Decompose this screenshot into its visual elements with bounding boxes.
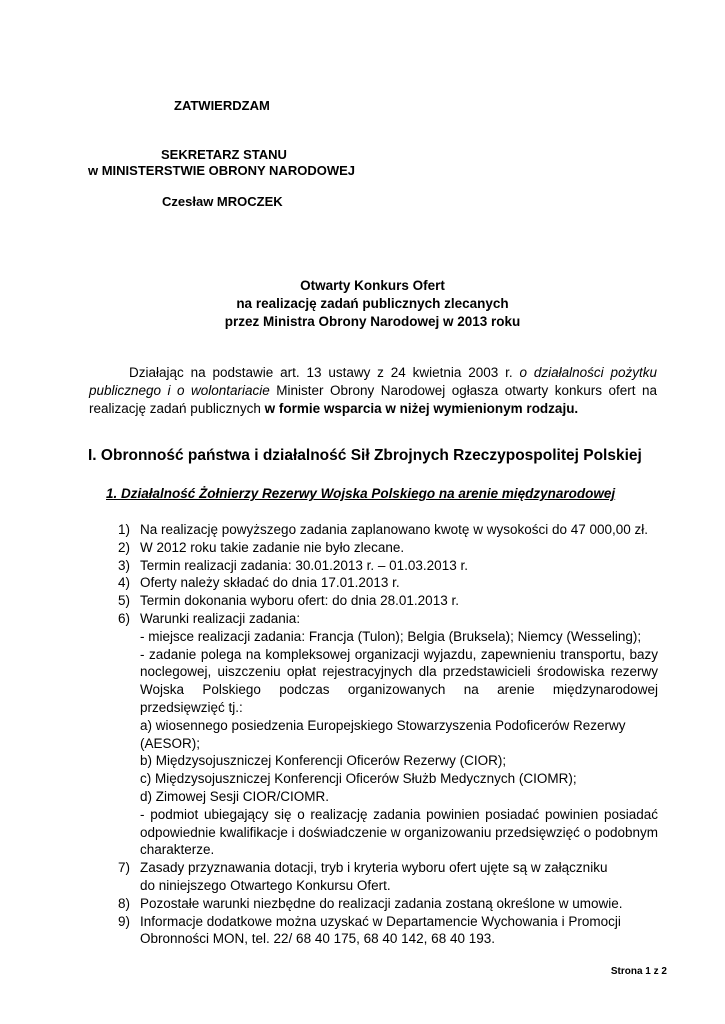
list-item: [118, 539, 658, 557]
list-item: [118, 859, 658, 895]
page-number: Strona 1 z 2: [610, 966, 667, 977]
approval-heading: ZATWIERDZAM: [174, 98, 270, 113]
list-item-number: 4): [118, 575, 131, 591]
list-item-number: 5): [118, 593, 131, 609]
event-a: a) wiosennego posiedzenia Europejskiego Stowarzyszenia Podoficerów Rezerwy (AESOR);: [140, 717, 626, 751]
event-b: b) Międzysojuszniczej Konferencji Oficerów Rezerwy (CIOR);: [140, 753, 507, 769]
list-item-number: 1): [118, 522, 131, 537]
approval-position-line2: w MINISTERSTWIE OBRONY NARODOWEJ: [88, 163, 355, 178]
intro-text-1: Działając na podstawie art. 13 ustawy z 24 kwietnia 2003 r.: [129, 365, 520, 380]
list-item-number: 9): [118, 913, 131, 929]
list-item-number: 7): [118, 860, 131, 876]
list-item-number: 3): [118, 557, 131, 573]
approval-signatory-name: Czesław MROCZEK: [162, 194, 283, 209]
section-heading: I. Obronność państwa i działalność Sił Zbrojnych Rzeczypospolitej Polskiej: [88, 447, 642, 464]
list-item: [118, 610, 658, 859]
list-item-text-line2: Obronności MON, tel. 22/ 68 40 175, 68 40 142, 68 40 193.: [140, 931, 495, 947]
list-item: [118, 557, 658, 575]
subsection-heading: 1. Działalność Żołnierzy Rezerwy Wojska Polskiego na arenie międzynarodowej: [106, 486, 616, 501]
list-item: [118, 913, 658, 949]
list-item-text-line1: Zasady przyznawania dotacji, tryb i kryteria wyboru ofert ujęte są w załączniku: [140, 860, 608, 876]
document-title-line2: na realizację zadań publicznych zlecanych: [236, 296, 509, 311]
list-item-text: W 2012 roku takie zadanie nie było zlecane.: [140, 539, 405, 555]
list-item-number: 2): [118, 539, 131, 555]
list-item-text: Pozostałe warunki niezbędne do realizacji zadania zostaną określone w umowie.: [140, 895, 623, 911]
list-item-text: Na realizację powyższego zadania zaplanowano kwotę w wysokości do 47 000,00 zł.: [140, 522, 649, 537]
list-item-text-line1: Informacje dodatkowe można uzyskać w Departamencie Wychowania i Promocji: [140, 913, 621, 929]
event-c: c) Międzysojuszniczej Konferencji Oficerów Służb Medycznych (CIOMR);: [140, 771, 577, 787]
list-item-text-line2: do niniejszego Otwartego Konkursu Ofert.: [140, 877, 391, 893]
event-d: d) Zimowej Sesji CIOR/CIOMR.: [140, 788, 330, 804]
list-item-text: Termin dokonania wyboru ofert: do dnia 28.01.2013 r.: [140, 593, 459, 609]
intro-paragraph: [89, 364, 657, 418]
list-item-text: Warunki realizacji zadania:: [140, 610, 301, 626]
document-title-line1: Otwarty Konkurs Ofert: [300, 278, 445, 293]
list-item-number: 6): [118, 610, 131, 626]
document-title-line3: przez Ministra Obrony Narodowej w 2013 roku: [224, 314, 521, 329]
condition-scope: - zadanie polega na kompleksowej organizacji wyjazdu, zapewnieniu transportu, bazy noclegowej, uiszczeniu opłat rejestracyjnych dla przedstawicieli środowiska rezerwy Wojska Polskiego podczas organizowanych na arenie międzynarodowej przedsięwzięć tj.:: [140, 646, 658, 715]
intro-law-title: o działalności pożytku publicznego i o wolontariacie: [89, 365, 657, 398]
list-item-text: Oferty należy składać do dnia 17.01.2013 r.: [140, 575, 400, 591]
intro-text-bold: w formie wsparcia w niżej wymienionym rodzaju.: [264, 401, 579, 416]
condition-entity: - podmiot ubiegający się o realizację zadania powinien posiadać powinien posiadać odpowiednie kwalifikacje i doświadczenie w organizowaniu przedsięwzięć o podobnym charakterze.: [140, 806, 658, 858]
condition-place: - miejsce realizacji zadania: Francja (Tulon); Belgia (Bruksela); Niemcy (Wesseling);: [140, 628, 642, 644]
list-item: [118, 895, 658, 913]
list-item: [118, 592, 658, 610]
approval-position-line1: SEKRETARZ STANU: [161, 147, 287, 162]
list-item: [118, 574, 658, 592]
list-item-number: 8): [118, 895, 131, 911]
list-item: [118, 521, 658, 539]
list-item-text: Termin realizacji zadania: 30.01.2013 r. – 01.03.2013 r.: [140, 557, 468, 573]
conditions-list: [118, 521, 658, 948]
intro-text-2: Minister Obrony Narodowej ogłasza otwarty konkurs ofert na realizację zadań publicznych: [89, 383, 657, 416]
